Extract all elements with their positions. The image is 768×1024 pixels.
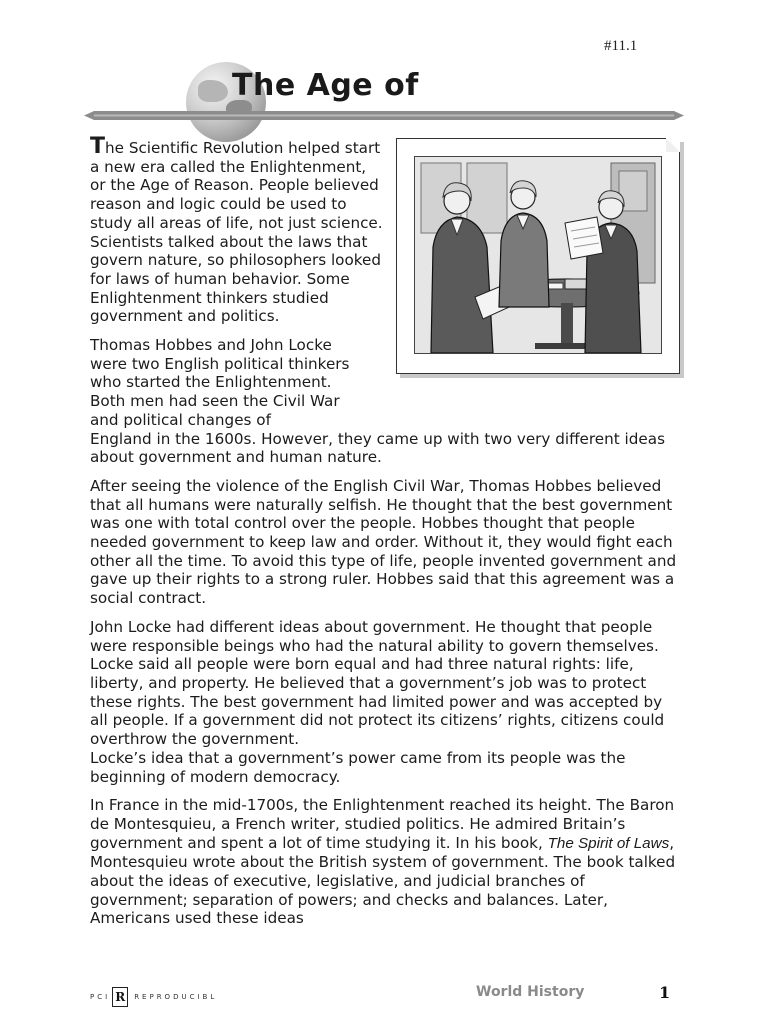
publisher-mark (90, 986, 217, 1008)
drop-cap: T (90, 134, 106, 159)
page-title: The Age of (232, 68, 419, 103)
p2-line-3: who started the Enlightenment. (90, 373, 332, 392)
p6-before: In France in the mid-1700s, the Enlightenment reached its height. The Baron de Montesquieu, a French writer, studied politics. He admired Britain’s government and spent a lot of time studying it. In his book, (90, 796, 675, 852)
paragraph-montesquieu (90, 796, 680, 928)
article-body (90, 134, 680, 938)
worksheet-number: #11.1 (604, 38, 638, 54)
course-name: World History (476, 984, 585, 1000)
page-number: 1 (659, 983, 671, 1002)
paragraph-hobbes-locke (90, 336, 680, 467)
publisher-logo-icon: R (112, 987, 128, 1007)
paragraph-intro (90, 134, 386, 326)
p6-after: , Montesquieu wrote about the British system of government. The book talked about the ideas of executive, legislative, and judicial branches of government; separation of powers; and checks and balances. Later, Americans used these ideas (90, 833, 676, 928)
title-divider (84, 111, 684, 120)
p2-rest: England in the 1600s. However, they came up with two very different ideas about government and human nature. (90, 429, 665, 467)
paragraph-locke: John Locke had different ideas about government. He thought that people were responsible beings who had the natural ability to govern themselves. Locke said all people were born equal and had three natural rights: life, liberty, and property. He believed that a government’s job was to protect these rights. The best government had limited power and was accepted by all people. If a government did not protect its citizens’ rights, citizens could overthrow the government. (90, 617, 665, 749)
paragraph-intro-text: he Scientific Revolution helped start a new era called the Enlightenment, or the Age of Reason. People believed reason and logic could be used to study all areas of life, not just science. Scientists talked about the laws that govern nature, so philosophers looked for laws of human behavior. Some Enlightenment thinkers studied government and politics. (90, 139, 383, 326)
paragraph-hobbes: After seeing the violence of the English Civil War, Thomas Hobbes believed that all humans were naturally selfish. He thought that the best government was one with total control over the people. Hobbes thought that people needed government to keep law and order. Without it, they would fight each other all the time. To avoid this type of life, people invented government and gave up their rights to a strong ruler. Hobbes said that this agreement was a social contract. (90, 476, 677, 608)
p2-line-1: Thomas Hobbes and John Locke (90, 336, 332, 355)
paragraph-democracy: Locke’s idea that a government’s power came from its people was the beginning of modern democracy. (90, 748, 626, 786)
p2-line-5: and political changes of (90, 410, 271, 429)
book-title: The Spirit of Laws (547, 834, 670, 852)
p2-line-4: Both men had seen the Civil War (90, 392, 340, 411)
publisher-left-text: PCI (90, 993, 111, 1001)
publisher-right-text: REPRODUCIBL (134, 993, 218, 1001)
p2-line-2: were two English political thinkers (90, 354, 350, 373)
